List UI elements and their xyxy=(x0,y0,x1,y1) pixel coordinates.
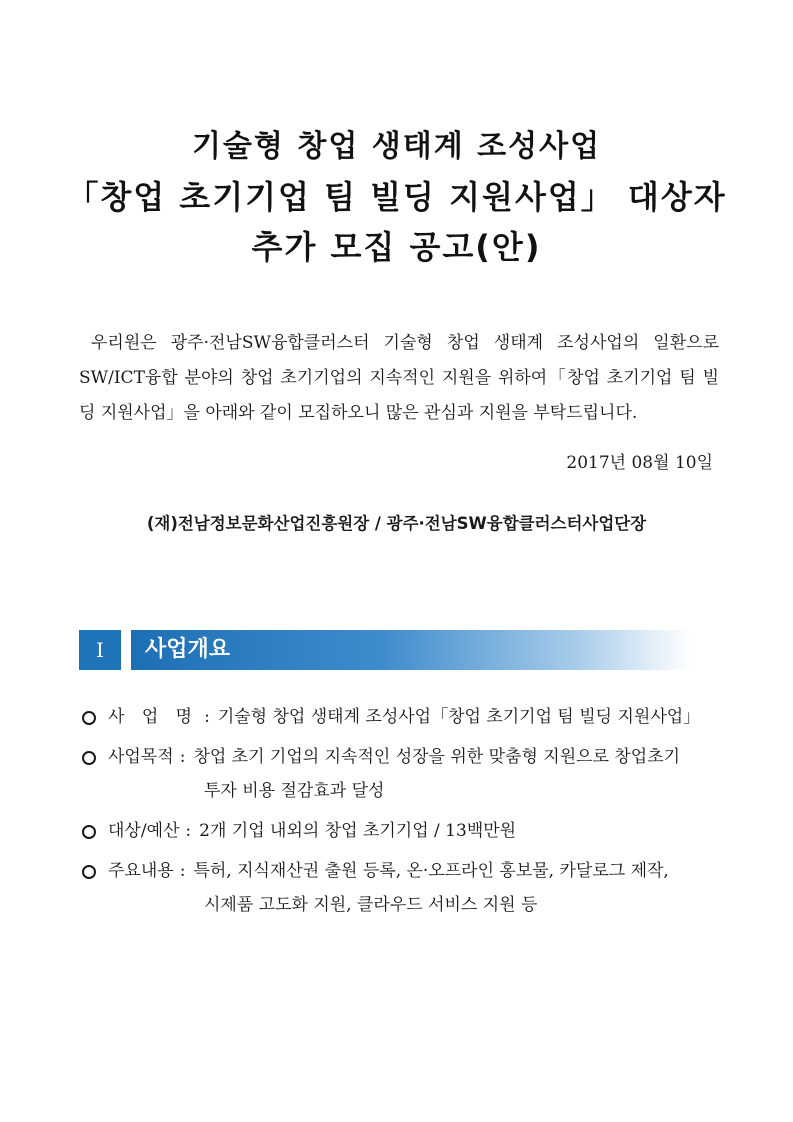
section-number: I xyxy=(79,630,121,670)
colon: : xyxy=(179,747,186,767)
section-title: 사업개요 xyxy=(145,637,231,662)
document-title xyxy=(0,122,793,272)
colon: : xyxy=(204,707,210,727)
announcement-date: 2017년 08월 10일 xyxy=(566,453,713,473)
item-value: 기술형 창업 생태계 조성사업「창업 초기기업 팀 빌딩 지원사업」 xyxy=(217,707,701,727)
circle-bullet-icon xyxy=(82,751,96,765)
item-label: 주요내용 xyxy=(108,861,174,881)
colon: : xyxy=(185,821,192,841)
item-label: 대상/예산 xyxy=(108,821,180,841)
overview-list xyxy=(82,700,732,928)
title-line-3: 추가 모집 공고(안) xyxy=(251,228,542,266)
circle-bullet-icon xyxy=(82,825,96,839)
section-title-bar xyxy=(131,630,691,670)
circle-bullet-icon xyxy=(82,865,96,879)
item-continuation: 투자 비용 절감효과 달성 xyxy=(204,781,385,801)
item-label: 사업목적 xyxy=(108,747,174,767)
item-label: 사 업 명 xyxy=(108,707,199,727)
title-line-1: 기술형 창업 생태계 조성사업 xyxy=(191,129,602,164)
item-value: 창업 초기 기업의 지속적인 성장을 위한 맞춤형 지원으로 창업초기 xyxy=(193,747,681,767)
colon: : xyxy=(179,861,186,881)
section-header xyxy=(79,630,691,670)
intro-paragraph: 우리원은 광주·전남SW융합클러스터 기술형 창업 생태계 조성사업의 일환으로 SW/ICT융합 분야의 창업 초기기업의 지속적인 지원을 위하여「창업 초기기업 팀 빌딩 지원사업」을 아래와 같이 모집하오니 많은 관심과 지원을 부탁드립니다. xyxy=(79,333,719,423)
list-item xyxy=(82,814,732,848)
list-item xyxy=(82,854,732,922)
issuing-organization: (재)전남정보문화산업진흥원장 / 광주·전남SW융합클러스터사업단장 xyxy=(146,514,647,533)
circle-bullet-icon xyxy=(82,711,96,725)
item-continuation: 시제품 고도화 지원, 클라우드 서비스 지원 등 xyxy=(204,895,538,915)
title-line-2: 「창업 초기기업 팀 빌딩 지원사업」 대상자 xyxy=(66,178,727,216)
item-value: 특허, 지식재산권 출원 등록, 온·오프라인 홍보물, 카달로그 제작, xyxy=(193,861,669,881)
list-item xyxy=(82,700,732,734)
item-value: 2개 기업 내외의 창업 초기기업 / 13백만원 xyxy=(199,821,517,841)
list-item xyxy=(82,740,732,808)
